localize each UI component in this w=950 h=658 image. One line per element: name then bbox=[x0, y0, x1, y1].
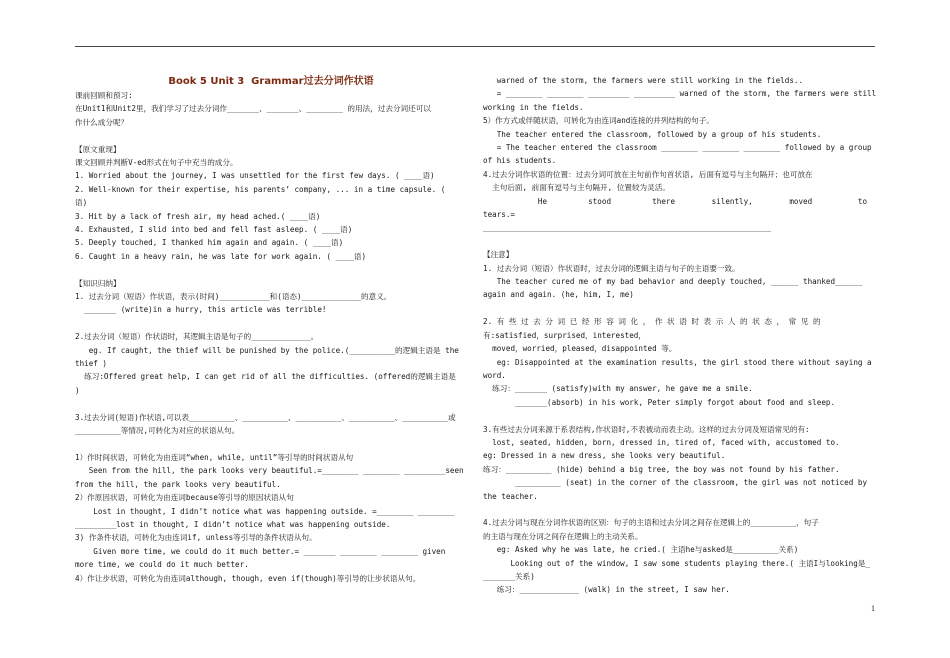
text-line: 3.有些过去分词来源于系表结构,作状语时,不表被动而表主动。这样的过去分词及短语常见的有: bbox=[483, 424, 810, 434]
text-line: ) bbox=[75, 385, 80, 395]
text-line: 【原文重现】 bbox=[75, 144, 121, 154]
text-line: 3.过去分词(短语)作状语,可以表__________、__________、__________、__________、__________或 bbox=[75, 412, 456, 422]
text-line: The teacher entered the classroom, followed by a group of his students. bbox=[483, 129, 822, 139]
text-line: Seen from the hill, the park looks very beautiful.=________ ________ _________seen bbox=[75, 466, 464, 476]
text-line: He stood there silently, moved to tears.= bbox=[483, 196, 913, 220]
text-line: 4.过去分词与现在分词作状语的区别：句子的主语和过去分词之间存在逻辑上的__________，句子 bbox=[483, 518, 819, 528]
text-line: 有:satisfied，surprised，interested， bbox=[483, 330, 646, 340]
text-line bbox=[483, 302, 877, 315]
text-line: the teacher. bbox=[483, 491, 538, 501]
text-line: 练习：__________ (hide) behind a big tree, the boy was not found by his father. bbox=[483, 464, 840, 474]
text-line: Looking out of the window, I saw some students playing there.( 主语I与looking是_ bbox=[483, 558, 870, 568]
text-line: 2.过去分词（短语）作状语时，其逻辑主语是句子的_____________。 bbox=[75, 332, 319, 342]
right-column-text bbox=[483, 74, 913, 597]
text-line: 6. Caught in a heavy rain, he was late for work again. ( ____语) bbox=[75, 251, 367, 261]
text-line: 4）作让步状语，可转化为由连词although, though, even if(though)等引导的让步状语从句。 bbox=[75, 573, 421, 583]
text-line: = ________ ________ _________ _________ warned of the storm, the farmers were still bbox=[483, 89, 877, 99]
text-line: 在Unit1和Unit2里，我们学习了过去分词作_______、_______、________ 的用法，过去分词还可以 bbox=[75, 104, 431, 114]
text-line: 1. 过去分词（短语）作状语时，过去分词的逻辑主语与句子的主语要一致。 bbox=[483, 263, 740, 273]
left-column-text bbox=[75, 89, 467, 585]
text-line: lost, seated, hidden, born, dressed in, tired of, faced with, accustomed to. bbox=[483, 437, 840, 447]
text-line: eg: Dressed in a new dress, she looks very beautiful. bbox=[483, 451, 726, 461]
text-line: _______(absorb) in his work, Peter simply forgot about food and sleep. bbox=[483, 397, 836, 407]
text-line: 1）作时间状语，可转化为由连词“when, while, until”等引导的时间状语从句 bbox=[75, 452, 354, 462]
text-line: more time, we could do it much better. bbox=[75, 560, 249, 570]
text-line: eg: Asked why he was late, he cried.( 主语he与asked是__________关系) bbox=[483, 545, 799, 555]
text-line: __________ (seat) in the corner of the classroom, the girl was not noticed by bbox=[483, 478, 868, 488]
text-line: 课前回顾和预习: bbox=[75, 91, 133, 100]
text-line: 课文回顾并判断V-ed形式在句子中充当的成分。 bbox=[75, 158, 238, 168]
header-rule bbox=[75, 46, 875, 47]
text-line: 作什么成分呢？ bbox=[75, 117, 129, 127]
page-number: 1 bbox=[871, 604, 875, 613]
text-line: eg: Disappointed at the examination results, the girl stood there without saying a bbox=[483, 357, 872, 367]
text-line: _______关系) bbox=[483, 571, 535, 581]
text-line: 的主语与现在分词之间存在逻辑上的主动关系。 bbox=[483, 531, 643, 541]
text-line: = The teacher entered the classroom ________ ________ ________ followed by a group bbox=[483, 143, 872, 153]
text-line: Given more time, we could do it much better.= _______ ________ ________ given bbox=[75, 546, 446, 556]
text-line: word. bbox=[483, 370, 506, 380]
text-line: 2. 有 些 过 去 分 词 已 经 形 容 词 化 ， 作 状 语 时 表 示 人 的 状 态 ， 常 见 的 bbox=[483, 317, 821, 327]
text-line: 4.过去分词作状语的位置：过去分词可放在主句前作句首状语, 后面有逗号与主句隔开；也可放在 bbox=[483, 169, 813, 179]
text-line bbox=[75, 438, 467, 451]
text-line: 【知识归纳】 bbox=[75, 278, 121, 288]
text-line: 语) bbox=[75, 198, 88, 208]
text-line bbox=[483, 409, 877, 422]
text-line: 4. Exhausted, I slid into bed and fell fast asleep. ( ____语) bbox=[75, 225, 353, 235]
text-line bbox=[75, 263, 467, 276]
text-line bbox=[483, 503, 877, 516]
text-line: eg. If caught, the thief will be punished by the police.(__________的逻辑主语是 the bbox=[75, 345, 459, 355]
text-line: _______ (write)in a hurry, this article was terrible! bbox=[75, 305, 327, 315]
text-line: from the hill, the park looks very beautiful. bbox=[75, 479, 281, 489]
text-line bbox=[75, 317, 467, 330]
left-column bbox=[75, 74, 467, 585]
text-line: 【注意】 bbox=[483, 250, 514, 260]
right-column bbox=[483, 74, 913, 597]
text-line bbox=[483, 235, 877, 248]
text-line: 练习:Offered great help, I can get rid of all the difficulties. (offered的逻辑主语是 bbox=[75, 372, 456, 382]
text-line: 5. Deeply touched, I thanked him again and again. ( ____语) bbox=[75, 238, 344, 248]
text-line: thief ) bbox=[75, 359, 108, 369]
text-line: __________等情况,可转化为对应的状语从句。 bbox=[75, 426, 240, 436]
text-line: warned of the storm, the farmers were still working in the fields.. bbox=[483, 76, 804, 85]
text-line: 1. Worried about the journey, I was unsettled for the first few days. ( ____语) bbox=[75, 171, 435, 181]
text-line: again and again. (he, him, I, me) bbox=[483, 290, 634, 300]
text-line: 3) 作条件状语，可转化为由连词if, unless等引导的条件状语从句。 bbox=[75, 533, 317, 543]
text-line: 2）作原因状语，可转化为由连词because等引导的原因状语从句 bbox=[75, 493, 294, 503]
text-line bbox=[75, 397, 467, 410]
text-line: of his students. bbox=[483, 156, 557, 166]
text-line: The teacher cured me of my bad behavior and deeply touched, ______ thanked______ bbox=[483, 277, 863, 287]
text-line bbox=[75, 129, 467, 142]
text-line: 2. Well-known for their expertise, his parents’ company, ... in a time capsule. ( bbox=[75, 184, 446, 194]
text-line: 练习：_______ (satisfy)with my answer, he gave me a smile. bbox=[483, 384, 753, 394]
text-line: _________lost in thought, I didn’t notice what was happening outside. bbox=[75, 519, 391, 529]
text-line: 3. Hit by a lack of fresh air, my head ached.( ____语) bbox=[75, 211, 321, 221]
text-line: 主句后面, 前面有逗号与主句隔开, 位置较为灵活。 bbox=[483, 183, 670, 193]
text-line: working in the fields. bbox=[483, 102, 584, 112]
text-line: Lost in thought, I didn’t notice what was happening outside. =________ ________ bbox=[75, 506, 455, 516]
text-line: _______________________________________________________________ bbox=[483, 223, 772, 233]
text-line: 练习：_____________ (walk) in the street, I saw her. bbox=[483, 585, 730, 595]
page-title: Book 5 Unit 3 Grammar过去分词作状语 bbox=[168, 76, 374, 87]
text-line: moved，worried，pleased，disappointed 等。 bbox=[483, 344, 677, 354]
text-line: 5）作方式或伴随状语，可转化为由连词and连接的并列结构的句子。 bbox=[483, 116, 714, 126]
text-line: 1. 过去分词（短语）作状语，表示(时间)___________和(语态)_____________的意义。 bbox=[75, 292, 392, 302]
